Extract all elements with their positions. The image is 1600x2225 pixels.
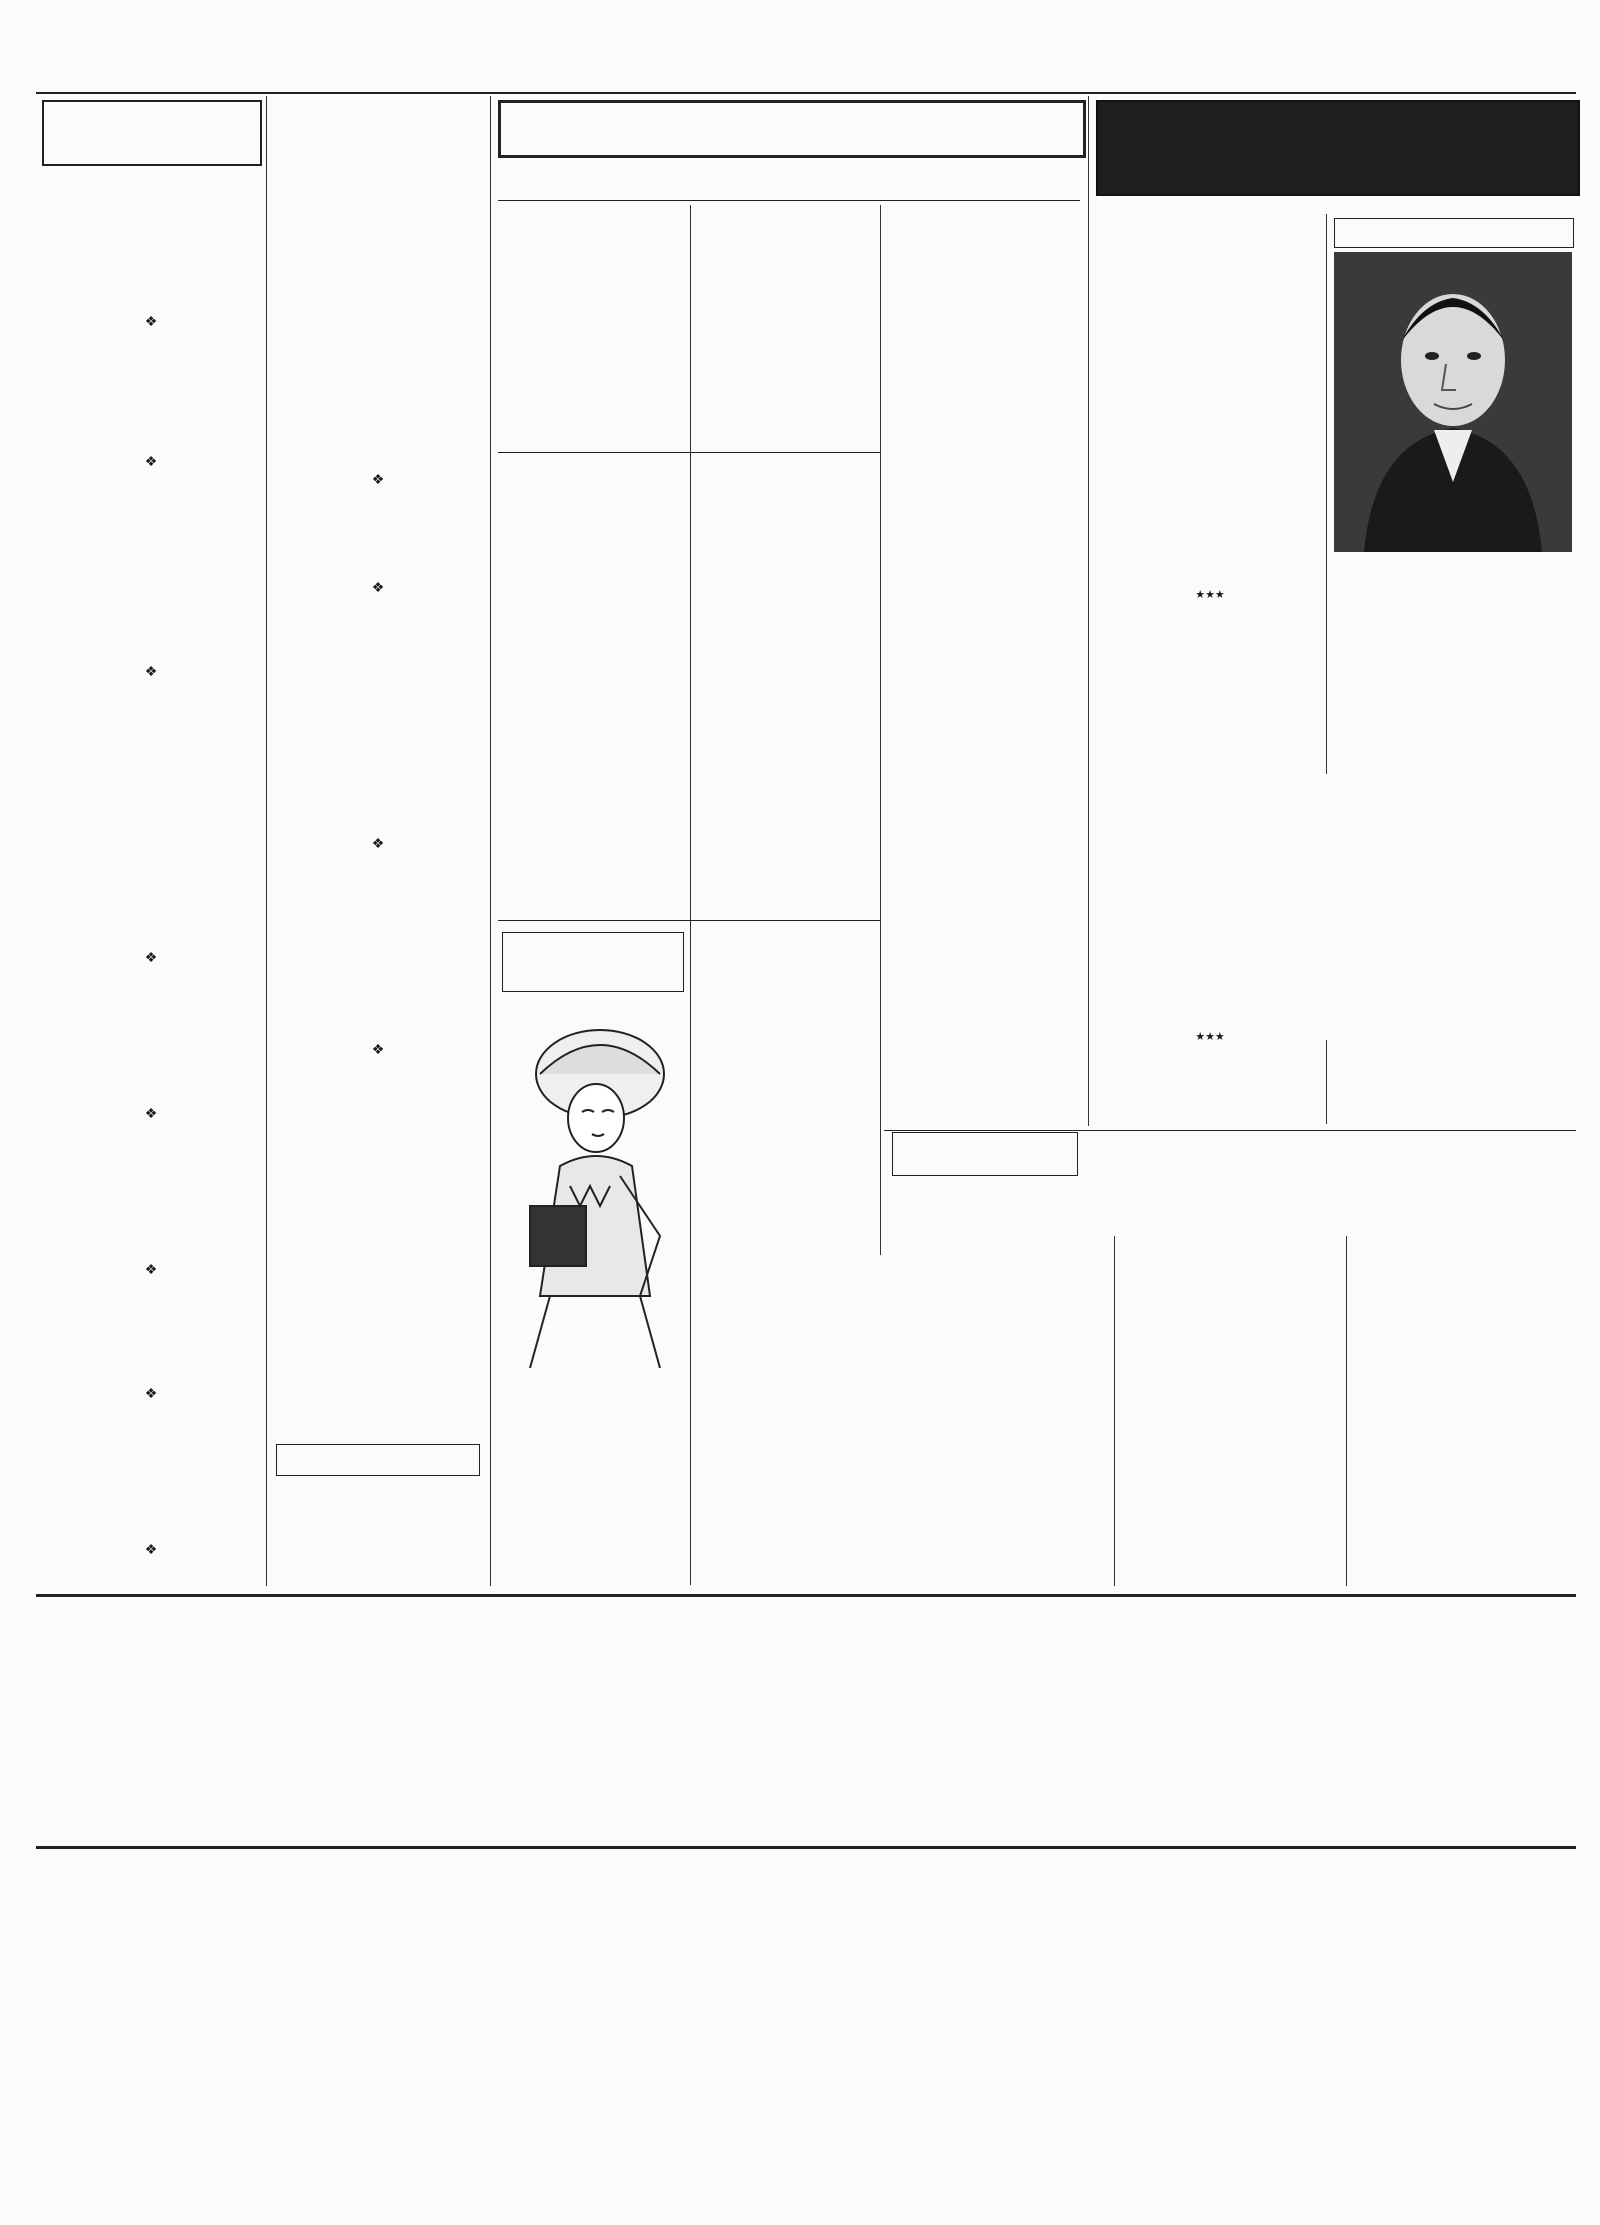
fashion-headline-box [502,932,684,992]
scouts-banner [36,1606,1576,1702]
anniversary-box [274,1240,482,1374]
col1-separator: ❖ [144,1542,158,1558]
column-divider-3 [1088,96,1089,1126]
culture-top-rule [884,1130,1576,1131]
venue-line [36,1748,1576,1804]
suez-text [498,526,882,886]
anniversary-text [274,1244,482,1368]
sports-text-2 [1334,650,1572,1040]
col1-item-8 [42,1402,260,1542]
col1-item-6 [42,1122,260,1262]
sports-star-2: ★★★ [1195,1030,1225,1043]
culture-col2-text3 [1120,1496,1340,1584]
center-rule-2 [498,452,880,453]
culture-col3-text [1352,1240,1574,1328]
culture-col3-text2 [1352,1352,1574,1482]
sports-text-4 [1100,884,1320,1024]
col1-header [42,100,262,166]
col1-item-3 [42,470,260,664]
col2-separator: ❖ [371,472,385,488]
wedding-text [888,898,1080,1118]
auction-block [696,930,876,1242]
col1-separator: ❖ [144,1386,158,1402]
col2-separator: ❖ [371,580,385,596]
social-cairo-text [888,262,1080,682]
sports-banner [1096,100,1580,196]
casino-text [274,1482,482,1582]
culture-divider-1 [1114,1236,1115,1586]
col1-item-7 [42,1278,260,1386]
culture-col2-text2 [1120,1364,1340,1472]
col1-separator: ❖ [144,1106,158,1122]
masthead-rule [36,92,1576,94]
athlete-photo [1334,252,1572,552]
col2-item-4 [274,596,482,836]
col1-item-4 [42,680,260,950]
col1-separator: ❖ [144,1262,158,1278]
sports-text-5 [1100,1084,1320,1124]
culture-col3-text3 [1352,1514,1574,1584]
sports-divider [1326,214,1327,774]
col2-item-1 [274,172,482,332]
col1-item-5 [42,966,260,1106]
center-rule-3 [498,920,880,921]
col1-item-1 [42,172,260,314]
column-divider-1 [266,96,267,1586]
sports-star-1: ★★★ [1195,588,1225,601]
social-portsaid-box [888,690,1080,696]
fashion-illustration [500,996,686,1368]
col1-separator: ❖ [144,314,158,330]
col2-item-6 [274,1058,482,1198]
cairo-banner [498,100,1086,158]
sports-divider-lower [1326,1040,1327,1124]
thanks-text [888,768,1080,856]
col2-separator: ❖ [371,836,385,852]
col2-item-3 [274,488,482,580]
sports-text-1 [1100,302,1320,582]
sports-text-3 [1100,626,1320,856]
col2-article-list [274,172,482,1278]
culture-col1-text [888,1240,1108,1472]
column-divider-2 [490,96,491,1586]
culture-divider-2 [1346,1236,1347,1586]
center-rule-1 [498,200,1080,201]
banner-bottom-rule [36,1846,1576,1849]
fishing-text-left [498,296,684,446]
culture-col2-text [1120,1240,1340,1340]
col1-separator: ❖ [144,950,158,966]
col2-item-2 [274,332,482,472]
col1-separator: ❖ [144,454,158,470]
casino-headline-box [276,1444,480,1476]
col1-separator: ❖ [144,664,158,680]
woman-hat-illustration [530,1030,664,1368]
auction-text [696,938,876,1238]
fishing-text-right [696,296,876,446]
col1-article-list [42,172,260,1718]
polish-troupe-box [892,1132,1078,1176]
col2-item-5 [274,852,482,1042]
photo-headline-box [1334,218,1574,248]
col1-item-2 [42,330,260,454]
column-divider-5 [690,205,691,1585]
culture-col1-text2 [888,1494,1108,1584]
photo-caption [1334,560,1572,622]
col2-separator: ❖ [371,1042,385,1058]
banner-top-rule [36,1594,1576,1597]
